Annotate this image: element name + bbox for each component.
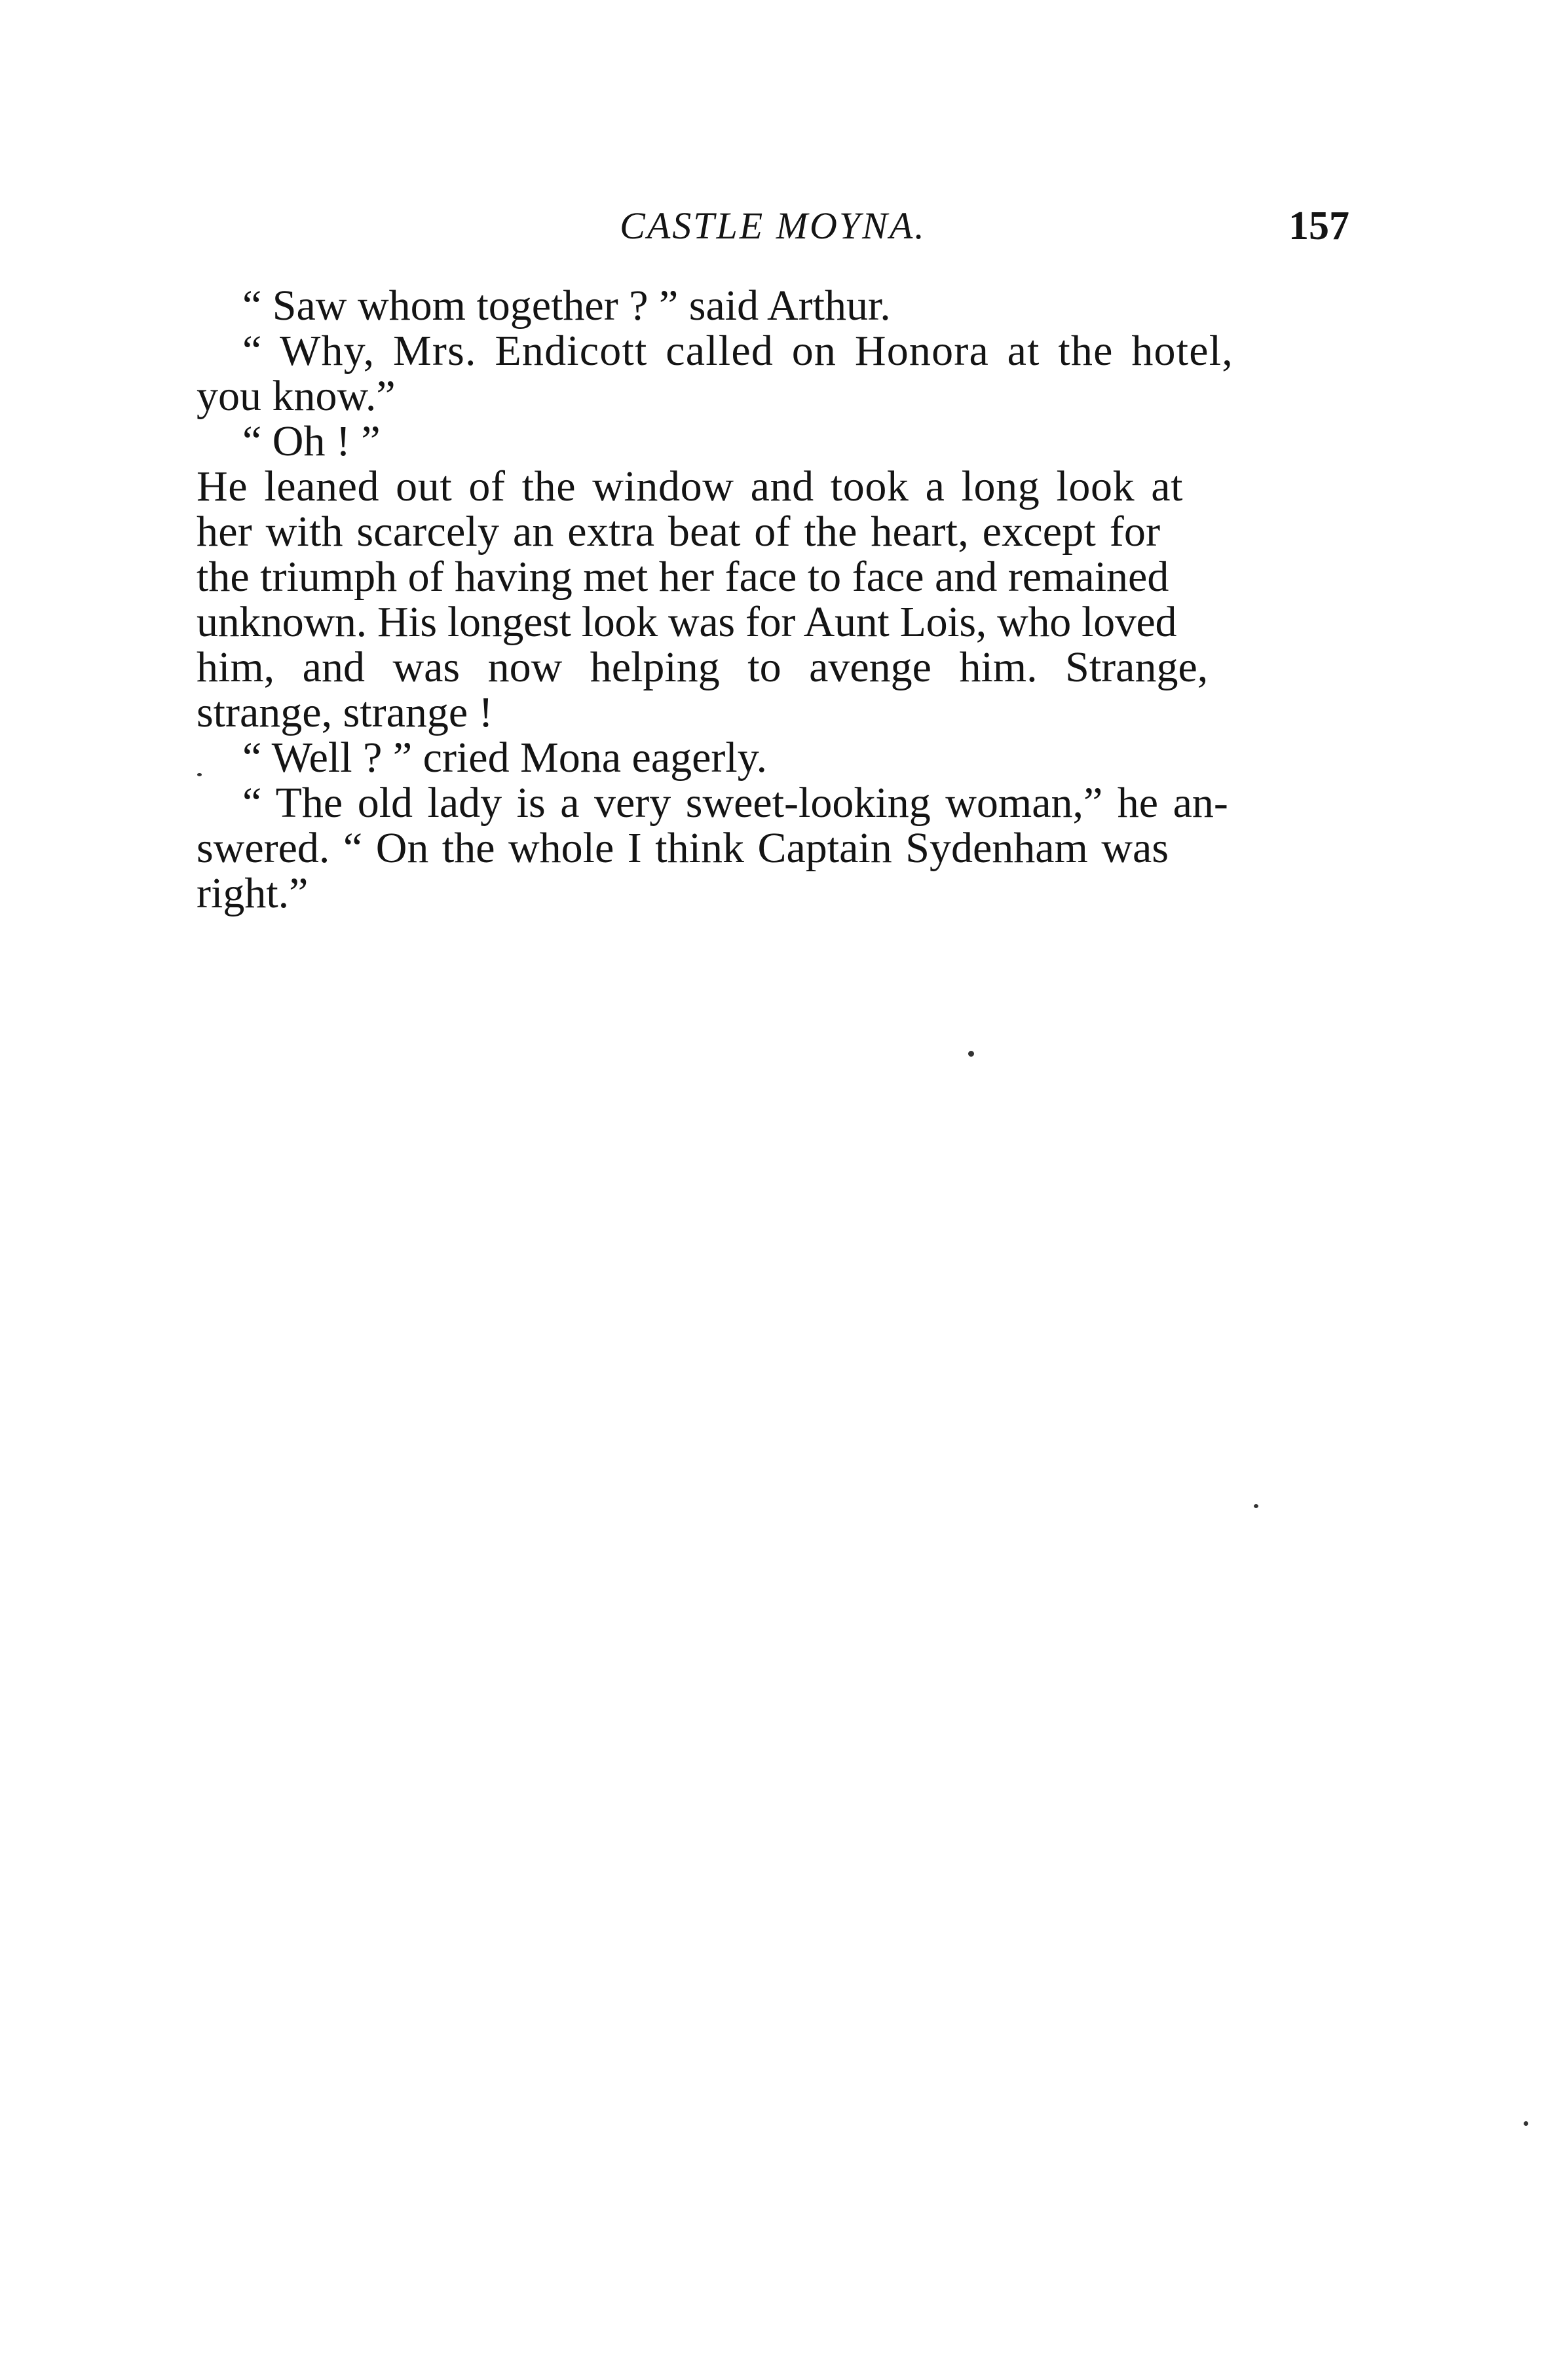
text-line: “ The old lady is a very sweet-looking woman,” he an-	[242, 779, 1228, 827]
running-title: CASTLE MOYNA.	[620, 204, 926, 247]
text-line: “ Well ? ” cried Mona eagerly.	[242, 734, 767, 782]
text-line: swered. “ On the whole I think Captain Sydenham was	[197, 824, 1169, 872]
text-line: the triumph of having met her face to face and remained	[197, 553, 1169, 601]
text-line: you know.”	[197, 372, 396, 420]
text-line: strange, strange !	[197, 689, 493, 736]
scan-speck	[1254, 1504, 1258, 1508]
scan-speck	[197, 773, 202, 776]
page-number: 157	[1288, 204, 1349, 248]
text-line: “ Why, Mrs. Endicott called on Honora at the hotel,	[242, 327, 1233, 375]
scan-speck	[968, 1051, 974, 1057]
text-line: her with scarcely an extra beat of the heart, except for	[197, 508, 1161, 556]
scan-speck	[1524, 2121, 1528, 2126]
text-line: right.”	[197, 869, 309, 917]
text-line: He leaned out of the window and took a long look at	[197, 463, 1184, 510]
text-line: “ Saw whom together ? ” said Arthur.	[242, 282, 891, 330]
text-line: “ Oh ! ”	[242, 417, 381, 465]
text-line: unknown. His longest look was for Aunt Lois, who loved	[197, 598, 1177, 646]
text-line: him, and was now helping to avenge him. Strange,	[197, 643, 1209, 691]
body-text	[197, 283, 1349, 916]
running-head	[197, 197, 1349, 255]
